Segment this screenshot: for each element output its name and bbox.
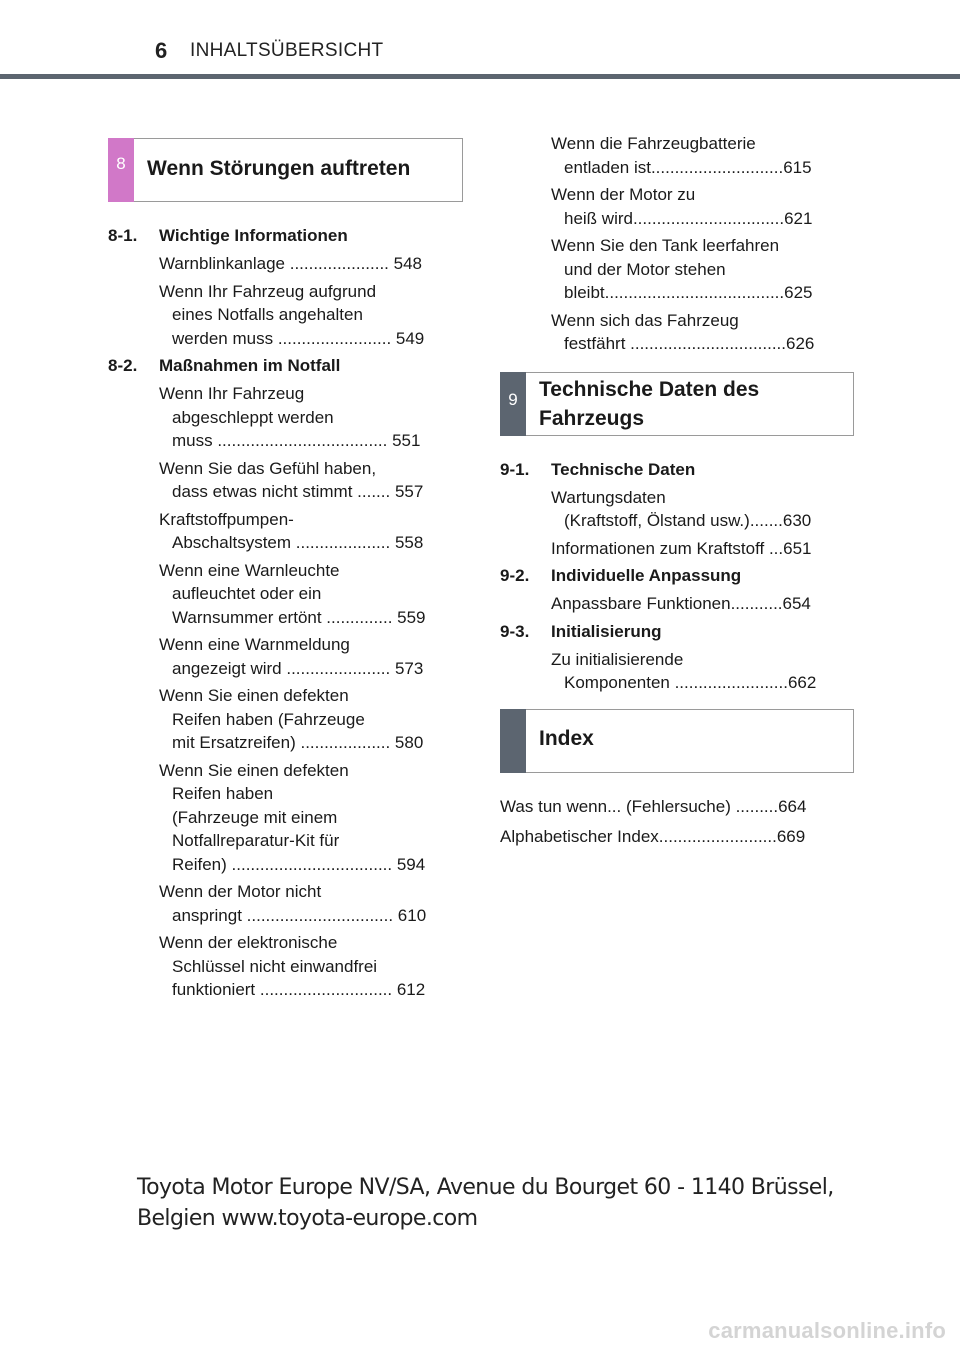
- toc-entry[interactable]: [159, 559, 463, 630]
- subsection-number: 8-2.: [108, 356, 138, 375]
- entry-line: Wenn sich das Fahrzeug: [551, 310, 739, 330]
- toc-entry[interactable]: [551, 183, 854, 230]
- toc-entry[interactable]: [551, 309, 854, 356]
- entry-line: Wenn eine Warnleuchte: [159, 560, 340, 580]
- subsection-title: Technische Daten: [551, 459, 696, 479]
- footer-line: Toyota Motor Europe NV/SA, Avenue du Bourget 60 - 1140 Brüssel,: [137, 1175, 834, 1200]
- section-8-title: Wenn Störungen auftreten: [147, 157, 411, 180]
- entry-line: Kraftstoffpumpen-: [159, 509, 294, 529]
- entry-line: Notfallreparatur-Kit für: [172, 831, 340, 850]
- toc-entry[interactable]: [159, 382, 463, 453]
- entry-line: Warnsummer ertönt .............. 559: [172, 607, 426, 627]
- watermark: carmanualsonline.info: [708, 1318, 946, 1343]
- entry-line: Wenn Sie den Tank leerfahren: [551, 236, 780, 255]
- entry-line: Abschaltsystem .................... 558: [172, 533, 424, 552]
- entry-line: Wartungsdaten: [551, 487, 666, 507]
- section-9-title-line: Fahrzeugs: [539, 406, 645, 430]
- page-title: INHALTSÜBERSICHT: [190, 40, 384, 61]
- subsection-title: Wichtige Informationen: [159, 226, 348, 245]
- toc-subsection-9-2[interactable]: [500, 564, 854, 588]
- toc-entry-alphabetical-index[interactable]: Alphabetischer Index.........................669: [500, 827, 806, 846]
- entry-line: abgeschleppt werden: [172, 407, 334, 427]
- subsection-number: 8-1.: [108, 226, 138, 245]
- subsection-title: Maßnahmen im Notfall: [159, 356, 341, 375]
- section-8-heading[interactable]: [108, 138, 463, 202]
- publisher-footer: [137, 1172, 834, 1234]
- section-9-title-line: Technische Daten des: [539, 377, 760, 401]
- section-9-heading[interactable]: [500, 372, 854, 436]
- toc-entry[interactable]: [159, 880, 463, 927]
- entry-line: Reifen haben: [172, 784, 274, 803]
- toc-entry[interactable]: [551, 592, 854, 616]
- entry-line: Wenn der elektronische: [159, 933, 338, 952]
- toc-left-column: [108, 138, 463, 1002]
- subsection-number: 9-3.: [500, 621, 530, 641]
- entry-line: Zu initialisierende: [551, 649, 684, 669]
- footer-line: Belgien www.toyota-europe.com: [137, 1206, 478, 1231]
- subsection-title: Initialisierung: [551, 621, 662, 641]
- toc-right-column: [500, 132, 854, 849]
- entry-line: bleibt......................................625: [564, 283, 813, 302]
- subsection-number: 9-2.: [500, 566, 530, 585]
- entry-line: werden muss ........................ 549: [172, 328, 425, 348]
- entry-line: Wenn eine Warnmeldung: [159, 635, 350, 654]
- entry-line: dass etwas nicht stimmt ....... 557: [172, 482, 424, 501]
- toc-entry[interactable]: [159, 457, 463, 504]
- entry-line: Reifen haben (Fahrzeuge: [172, 709, 365, 729]
- section-9-title: [539, 375, 759, 433]
- toc-entry[interactable]: [551, 132, 854, 179]
- entry-line: Wenn Sie das Gefühl haben,: [159, 458, 377, 478]
- entry-line: (Kraftstoff, Ölstand usw.).......630: [564, 511, 812, 530]
- toc-entry[interactable]: [159, 280, 463, 351]
- section-8-number: 8: [116, 154, 126, 173]
- entry-line: angezeigt wird ...................... 573: [172, 658, 424, 678]
- entry-line: aufleuchtet oder ein: [172, 584, 322, 603]
- section-9-number: 9: [508, 389, 518, 409]
- entry-line: Anpassbare Funktionen...........654: [551, 594, 811, 613]
- entry-line: festfährt .................................626: [564, 334, 815, 353]
- toc-entry-troubleshooting[interactable]: Was tun wenn... (Fehlersuche) .........664: [500, 796, 807, 816]
- entry-line: anspringt ............................... 610: [172, 905, 427, 925]
- header-divider: [0, 74, 960, 79]
- page-header: [0, 0, 960, 80]
- entry-line: Informationen zum Kraftstoff ...651: [551, 538, 812, 558]
- entry-line: entladen ist............................615: [564, 157, 812, 177]
- entry-line: Komponenten ........................662: [564, 673, 817, 692]
- toc-entry[interactable]: [551, 537, 854, 561]
- index-tab: [500, 709, 526, 773]
- subsection-title: Individuelle Anpassung: [551, 566, 742, 585]
- toc-entry[interactable]: [159, 684, 463, 755]
- toc-entry[interactable]: [159, 252, 463, 276]
- entry-line: (Fahrzeuge mit einem: [172, 807, 338, 827]
- entry-line: Warnblinkanlage ..................... 548: [159, 254, 422, 273]
- toc-entry[interactable]: [159, 633, 463, 680]
- entry-line: Wenn der Motor nicht: [159, 882, 322, 901]
- section-8-tab: [108, 138, 134, 202]
- section-9-tab: [500, 372, 526, 436]
- entry-line: Wenn Ihr Fahrzeug aufgrund: [159, 281, 377, 301]
- index-heading[interactable]: [500, 709, 854, 773]
- page-number: 6: [155, 38, 168, 63]
- toc-subsection-8-2[interactable]: [108, 354, 463, 378]
- entry-line: Wenn Sie einen defekten: [159, 686, 349, 705]
- toc-subsection-8-1[interactable]: [108, 224, 463, 248]
- entry-line: Wenn Sie einen defekten: [159, 760, 349, 780]
- entry-line: Wenn die Fahrzeugbatterie: [551, 134, 756, 153]
- entry-line: eines Notfalls angehalten: [172, 305, 363, 324]
- toc-subsection-9-1[interactable]: [500, 458, 854, 482]
- toc-entry[interactable]: [551, 648, 854, 695]
- toc-subsection-9-3[interactable]: [500, 620, 854, 644]
- toc-entry[interactable]: [159, 759, 463, 877]
- entry-line: und der Motor stehen: [564, 259, 726, 279]
- entry-line: Reifen) .................................. 594: [172, 854, 426, 874]
- index-title: Index: [539, 726, 594, 750]
- toc-entry[interactable]: [159, 931, 463, 1002]
- entry-line: heiß wird................................621: [564, 208, 813, 228]
- toc-entry[interactable]: [551, 486, 854, 533]
- entry-line: Wenn Ihr Fahrzeug: [159, 384, 305, 403]
- toc-entry[interactable]: [551, 234, 854, 305]
- subsection-number: 9-1.: [500, 459, 530, 479]
- toc-entry[interactable]: [159, 508, 463, 555]
- entry-line: funktioniert ............................ 612: [172, 980, 426, 999]
- entry-line: muss .................................... 551: [172, 431, 421, 450]
- entry-line: Schlüssel nicht einwandfrei: [172, 956, 378, 976]
- entry-line: Wenn der Motor zu: [551, 185, 696, 204]
- entry-line: mit Ersatzreifen) ................... 580: [172, 733, 424, 752]
